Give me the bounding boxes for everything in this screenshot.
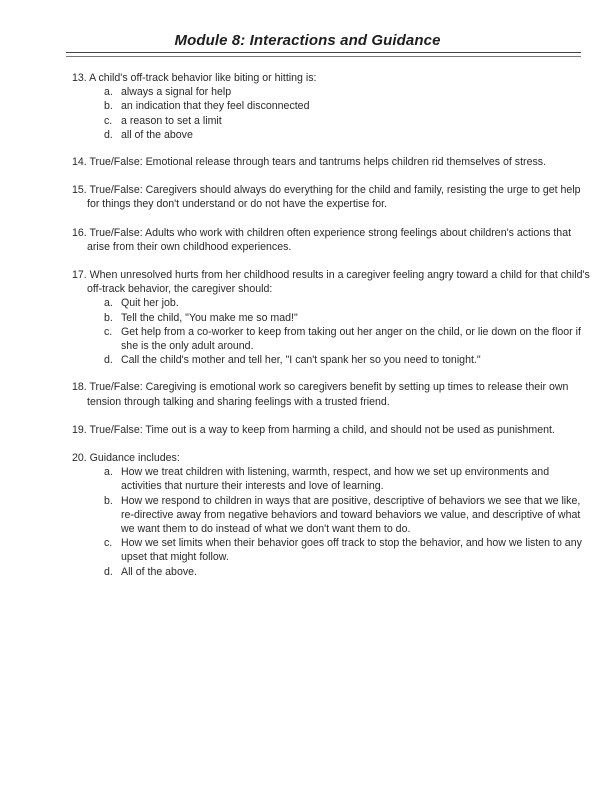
option-text: an indication that they feel disconnected — [121, 100, 310, 113]
question-stem: 15. True/False: Caregivers should always do everything for the child and family, resisting the urge to get help for things they don't understand or do not have the expertise for. — [72, 184, 581, 211]
page-title: Module 8: Interactions and Guidance — [174, 32, 441, 49]
question-13 — [72, 71, 592, 142]
option-letter: c. — [104, 537, 113, 550]
option-letter: b. — [104, 494, 113, 507]
title-underline-secondary — [66, 56, 581, 57]
option-text: a reason to set a limit — [121, 114, 222, 127]
option-item — [72, 99, 592, 113]
option-item — [72, 311, 592, 325]
option-item — [72, 494, 592, 537]
option-item — [72, 465, 592, 493]
question-stem: 13. A child's off-track behavior like biting or hitting is: — [72, 72, 317, 84]
option-item — [72, 536, 592, 564]
question-stem: 16. True/False: Adults who work with children often experience strong feelings about children's actions that arise from their own childhood experiences. — [72, 226, 572, 253]
question-stem: 14. True/False: Emotional release through tears and tantrums helps children rid themselves of stress. — [72, 156, 547, 169]
option-list — [72, 465, 592, 579]
option-item — [72, 325, 592, 353]
option-text: always a signal for help — [121, 86, 232, 99]
option-text: How we treat children with listening, warmth, respect, and how we set up environments and activities that nurture their interests and love of learning. — [121, 466, 550, 493]
title-underline — [66, 52, 581, 53]
option-text: How we set limits when their behavior goes off track to stop the behavior, and how we listen to any upset that might follow. — [121, 537, 582, 564]
question-19 — [72, 423, 592, 437]
option-item — [72, 85, 592, 99]
question-15 — [72, 183, 592, 211]
question-14 — [72, 155, 592, 169]
option-letter: d. — [104, 354, 113, 367]
option-item — [72, 128, 592, 142]
option-letter: c. — [104, 114, 113, 127]
option-text: Get help from a co-worker to keep from taking out her anger on the child, or lie down on the floor if she is the only adult around. — [121, 325, 581, 353]
option-letter: a. — [104, 297, 113, 310]
option-letter: a. — [104, 466, 113, 479]
question-17 — [72, 268, 592, 367]
option-item — [72, 353, 592, 367]
question-list — [72, 71, 592, 579]
option-text: All of the above. — [121, 565, 197, 578]
question-18 — [72, 380, 592, 408]
option-letter: c. — [104, 325, 113, 338]
option-text: all of the above — [121, 128, 193, 141]
option-letter: b. — [104, 311, 113, 324]
option-list — [72, 296, 592, 367]
question-16 — [72, 226, 592, 254]
option-text: Call the child's mother and tell her, "I can't spank her so you need to tonight." — [121, 354, 481, 367]
question-stem: 19. True/False: Time out is a way to keep from harming a child, and should not be used as punishment. — [72, 423, 555, 436]
question-stem: 20. Guidance includes: — [72, 452, 180, 465]
option-item — [72, 565, 592, 579]
question-stem: 18. True/False: Caregiving is emotional work so caregivers benefit by setting up times to release their own tension through talking and sharing feelings with a trusted friend. — [72, 381, 569, 408]
option-text: Quit her job. — [121, 297, 179, 310]
option-text: Tell the child, "You make me so mad!" — [121, 311, 298, 324]
option-letter: b. — [104, 100, 113, 113]
option-text: How we respond to children in ways that are positive, descriptive of behaviors we see that we like, re-directive away from negative behaviors and toward behaviors we value, and descriptive of what we want them to do instead of what we don't want them to do. — [121, 494, 581, 536]
question-stem: 17. When unresolved hurts from her childhood results in a caregiver feeling angry toward a child for that child's off-track behavior, the caregiver should: — [72, 269, 590, 296]
option-list — [72, 85, 592, 142]
option-letter: d. — [104, 128, 113, 141]
option-letter: a. — [104, 86, 113, 99]
option-item — [72, 114, 592, 128]
option-letter: d. — [104, 565, 113, 578]
question-20 — [72, 451, 592, 579]
option-item — [72, 296, 592, 310]
